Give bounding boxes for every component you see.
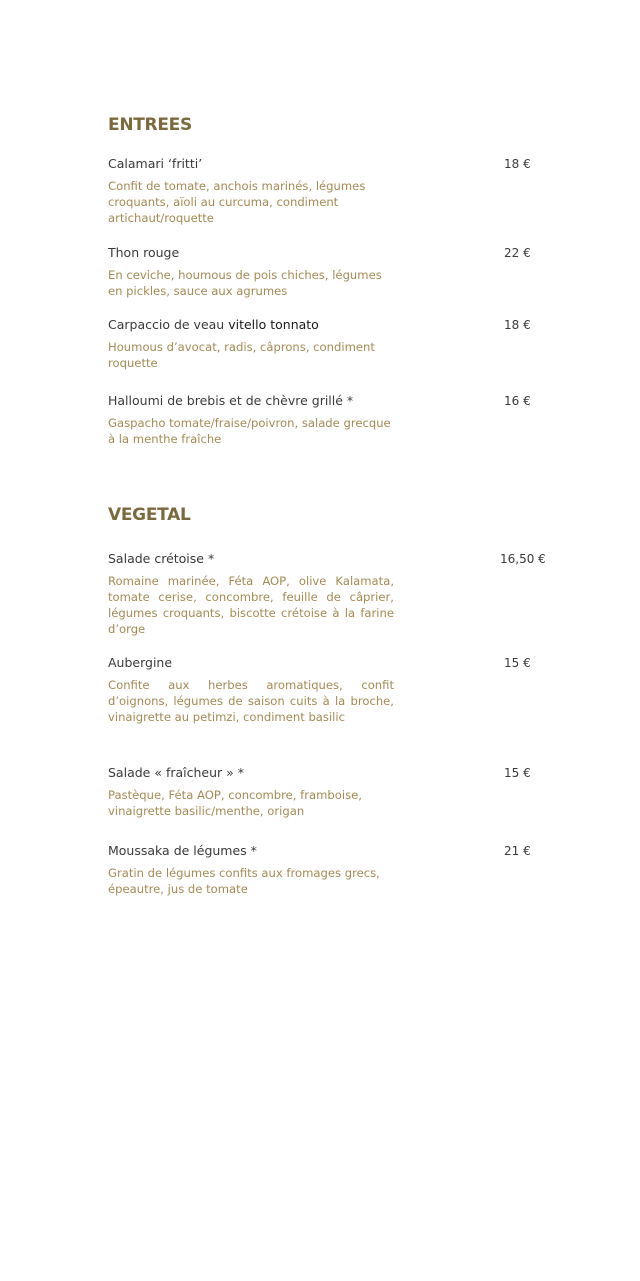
item-name: Salade crétoise * (108, 551, 215, 566)
item-name: Calamari ‘fritti’ (108, 156, 203, 171)
menu-item (108, 655, 548, 725)
item-description: Gratin de légumes confits aux fromages grecs, épeautre, jus de tomate (108, 866, 380, 896)
menu-item (108, 765, 548, 819)
item-description: Pastèque, Féta AOP, concombre, framboise, vinaigrette basilic/menthe, origan (108, 788, 362, 818)
menu-item (108, 156, 548, 226)
menu-item (108, 317, 548, 371)
section-title: VEGETAL (108, 505, 191, 525)
item-description: Romaine marinée, Féta AOP, olive Kalamata, tomate cerise, concombre, feuille de câprier, légumes croquants, biscotte crétoise à la farine d’orge (108, 574, 394, 636)
item-price: 18 € (504, 318, 531, 332)
item-name: Halloumi de brebis et de chèvre grillé * (108, 393, 354, 408)
item-name-main: Carpaccio de veau (108, 317, 229, 332)
item-name-emphasis: vitello tonnato (228, 317, 319, 332)
section-title: ENTREES (108, 115, 192, 135)
item-name: Moussaka de légumes * (108, 843, 257, 858)
item-name: Thon rouge (108, 245, 180, 260)
item-price: 21 € (504, 844, 531, 858)
item-name (108, 317, 548, 333)
item-description: Confite aux herbes aromatiques, confit d’oignons, légumes de saison cuits à la broche, vinaigrette au petimzi, condiment basilic (108, 678, 394, 724)
menu-item (108, 245, 548, 299)
item-price: 16,50 € (500, 552, 546, 566)
menu-item (108, 393, 548, 447)
item-description: Houmous d’avocat, radis, câprons, condiment roquette (108, 340, 375, 370)
menu-item (108, 843, 548, 897)
item-description: Confit de tomate, anchois marinés, légumes croquants, aïoli au curcuma, condiment artichaut/roquette (108, 179, 366, 225)
item-name: Aubergine (108, 655, 173, 670)
item-price: 18 € (504, 157, 531, 171)
item-description: Gaspacho tomate/fraise/poivron, salade grecque à la menthe fraîche (108, 416, 391, 446)
menu-item (108, 551, 548, 637)
item-price: 16 € (504, 394, 531, 408)
item-price: 22 € (504, 246, 531, 260)
item-price: 15 € (504, 766, 531, 780)
item-description: En ceviche, houmous de pois chiches, légumes en pickles, sauce aux agrumes (108, 268, 382, 298)
item-price: 15 € (504, 656, 531, 670)
item-name: Salade « fraîcheur » * (108, 765, 245, 780)
